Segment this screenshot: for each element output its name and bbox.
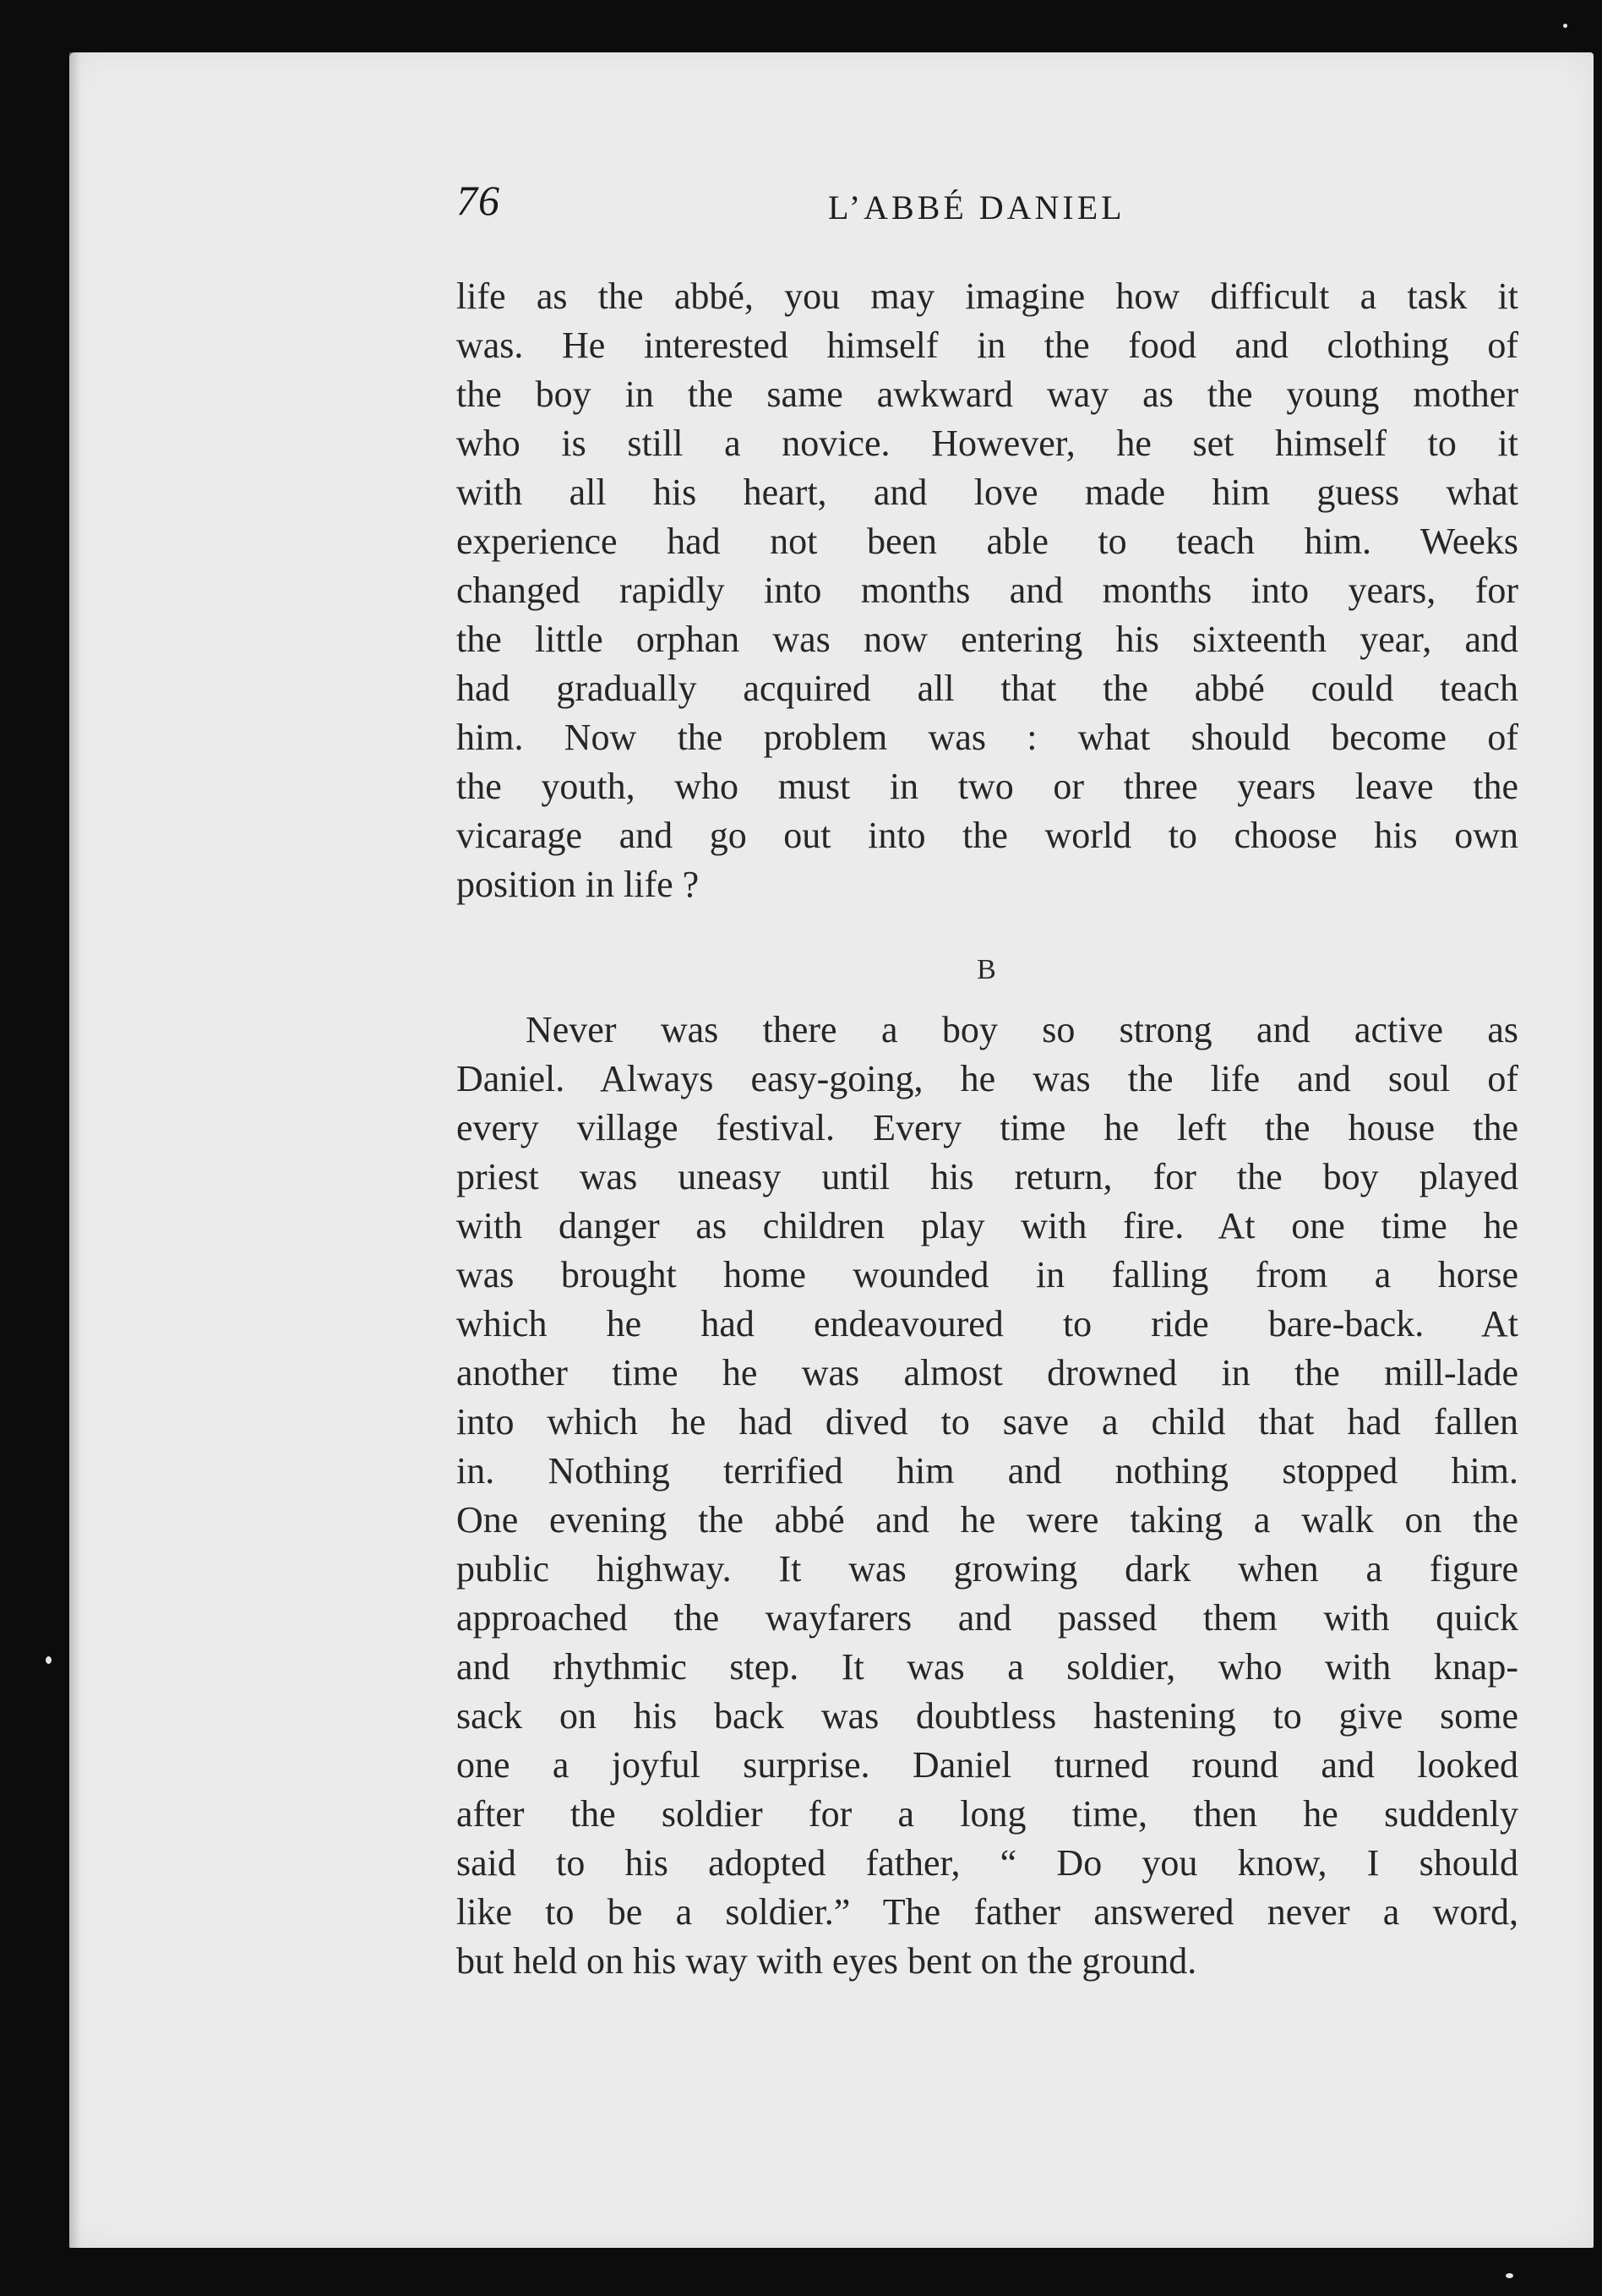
text-line: priest was uneasy until his return, for the boy played [456,1156,1518,1197]
text-line: sack on his back was doubtless hastening to give some [456,1695,1518,1737]
text-line: in. Nothing terrified him and nothing stopped him. [456,1450,1518,1492]
text-line: approached the wayfarers and passed them with quick [456,1597,1518,1639]
text-line: with danger as children play with fire. At one time he [456,1205,1518,1246]
text-line: Daniel. Always easy-going, he was the life and soul of [456,1058,1518,1099]
scan-speck [1506,2273,1513,2278]
text-line: every village festival. Every time he left the house the [456,1107,1518,1148]
text-line: Never was there a boy so strong and active as [526,1009,1518,1050]
paragraph-1 [456,272,1518,909]
scan-speck [1563,24,1567,28]
text-line: the youth, who must in two or three years leave the [456,766,1518,807]
text-line: life as the abbé, you may imagine how difficult a task it [456,275,1518,317]
running-head [456,176,1151,243]
running-title: L’ABBÉ DANIEL [828,188,1125,226]
text-line: said to his adopted father, “ Do you know, I should [456,1842,1518,1884]
section-marker: B [977,954,998,985]
text-line: another time he was almost drowned in the mill-lade [456,1352,1518,1393]
page-edge-shadow [69,52,81,2248]
text-line: had gradually acquired all that the abbé could teach [456,668,1518,709]
text-line: like to be a soldier.” The father answered never a word, [456,1891,1518,1933]
scan-speck [46,1656,52,1664]
text-line: was brought home wounded in falling from a horse [456,1254,1518,1295]
text-line: and rhythmic step. It was a soldier, who with knap- [456,1646,1518,1688]
text-line: vicarage and go out into the world to choose his own [456,815,1518,856]
text-line: which he had endeavoured to ride bare-back. At [456,1303,1518,1344]
text-line: changed rapidly into months and months into years, for [456,570,1518,611]
page-number: 76 [456,177,500,224]
text-line: but held on his way with eyes bent on the ground. [456,1940,1197,1982]
text-line: into which he had dived to save a child that had fallen [456,1401,1518,1442]
text-line: one a joyful surprise. Daniel turned round and looked [456,1744,1518,1786]
text-line: him. Now the problem was : what should become of [456,717,1518,758]
text-line: the little orphan was now entering his sixteenth year, and [456,619,1518,660]
text-line: was. He interested himself in the food and clothing of [456,324,1518,366]
text-line: the boy in the same awkward way as the young mother [456,374,1518,415]
text-line: experience had not been able to teach him. Weeks [456,521,1518,562]
body-text [456,272,1518,1986]
text-line: One evening the abbé and he were taking a walk on the [456,1499,1518,1541]
paragraph-2 [456,1006,1518,1986]
text-line: with all his heart, and love made him guess what [456,472,1518,513]
text-line: public highway. It was growing dark when a figure [456,1548,1518,1590]
text-line: who is still a novice. However, he set himself to it [456,423,1518,464]
text-line: after the soldier for a long time, then he suddenly [456,1793,1518,1835]
text-line: position in life ? [456,864,700,905]
